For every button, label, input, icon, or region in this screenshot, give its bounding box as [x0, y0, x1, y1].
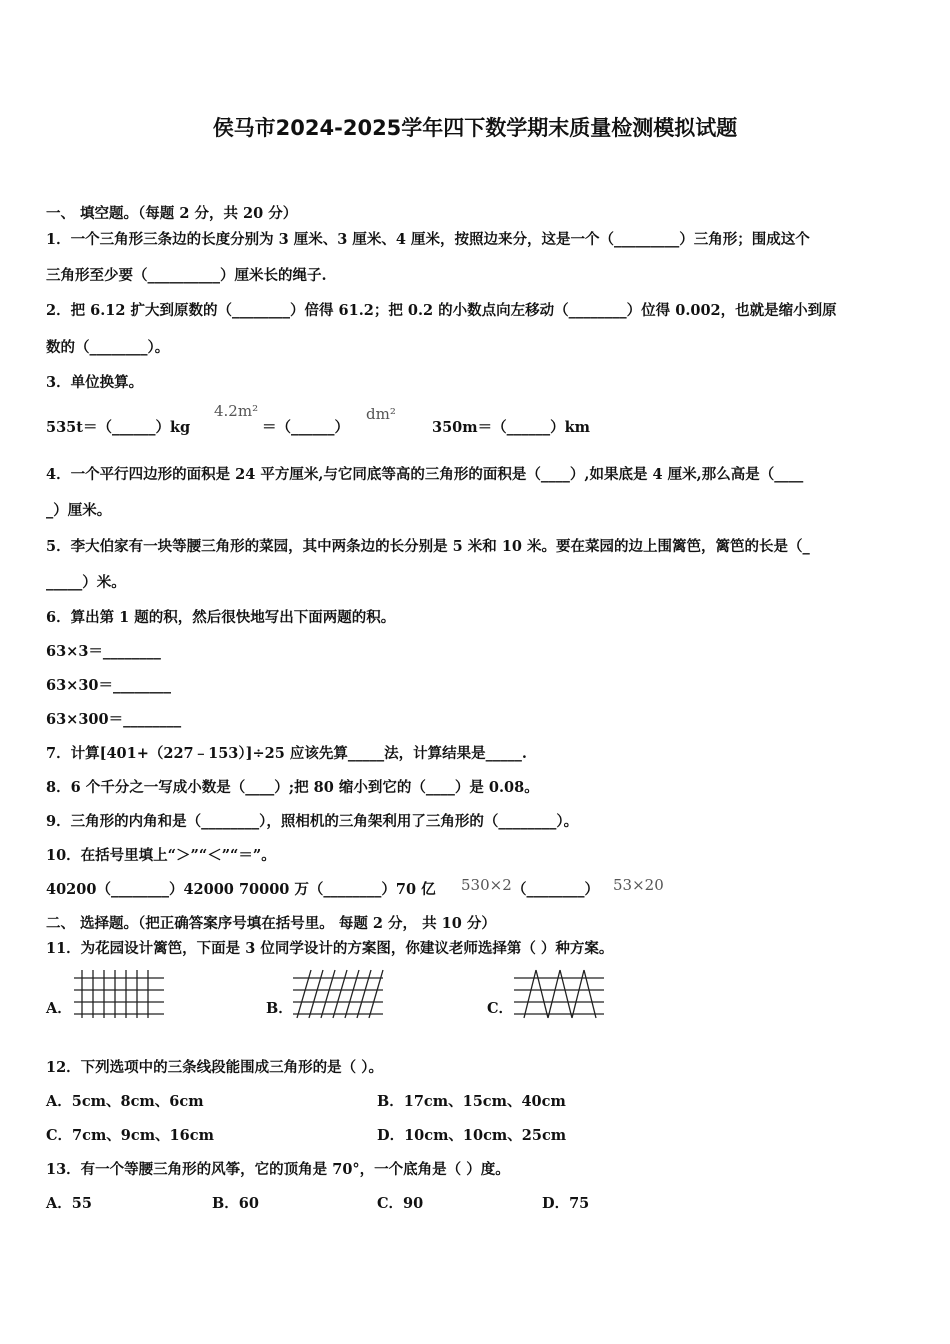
q11-option-c: C． — [487, 1000, 514, 1017]
q4-line1: 4．一个平行四边形的面积是 24 平方厘米,与它同底等高的三角形的面积是（____）,如果底是 4 厘米,那么高是（____ — [46, 466, 804, 483]
q3-part2: ＝（______） — [262, 419, 349, 436]
q3-line1: 3．单位换算。 — [46, 374, 144, 391]
q13-option-a: A．55 — [46, 1195, 92, 1212]
q10-line1: 10．在括号里填上“＞”“＜”“＝”。 — [46, 847, 276, 864]
q4-line2: _）厘米。 — [46, 502, 112, 519]
q2-line1: 2．把 6.12 扩大到原数的（________）倍得 61.2；把 0.2 的小数点向左移动（________）位得 0.002，也就是缩小到原 — [46, 302, 837, 319]
fence-a-image — [74, 968, 166, 1020]
q10-math-left: 530×2 — [461, 876, 512, 894]
q2-line2: 数的（________）。 — [46, 339, 170, 356]
q10-part2: （________） — [512, 881, 599, 898]
q13-option-c: C．90 — [377, 1195, 424, 1212]
q13-option-b: B．60 — [212, 1195, 259, 1212]
q11-line1: 11．为花园设计篱笆，下面是 3 位同学设计的方案图，你建议老师选择第（ ）种方案。 — [46, 940, 614, 957]
q12-option-d: D．10cm、10cm、25cm — [377, 1127, 567, 1144]
q1-line1: 1．一个三角形三条边的长度分别为 3 厘米、3 厘米、4 厘米，按照边来分，这是一个（_________）三角形；围成这个 — [46, 231, 810, 248]
q10-part1: 40200（________）42000 70000 万（________）70 亿 — [46, 881, 436, 898]
q5-line1: 5．李大伯家有一块等腰三角形的菜园，其中两条边的长分别是 5 米和 10 米。要在菜园的边上围篱笆，篱笆的长是（_ — [46, 538, 810, 555]
q12-line1: 12．下列选项中的三条线段能围成三角形的是（ ）。 — [46, 1059, 383, 1076]
page-title: 侯马市2024-2025学年四下数学期末质量检测模拟试题 — [212, 116, 738, 140]
q8-line1: 8．6 个千分之一写成小数是（____）;把 80 缩小到它的（____）是 0.08。 — [46, 779, 539, 796]
q1-line2: 三角形至少要（__________）厘米长的绳子. — [46, 267, 327, 284]
q12-option-c: C．7cm、9cm、16cm — [46, 1127, 214, 1144]
q12-option-b: B．17cm、15cm、40cm — [377, 1093, 566, 1110]
q11-option-b: B． — [266, 1000, 293, 1017]
q7-line1: 7．计算[401+（227﹣153）]÷25 应该先算_____法，计算结果是_____. — [46, 745, 527, 762]
q3-math-area: 4.2m² — [214, 402, 259, 420]
q13-option-d: D．75 — [542, 1195, 590, 1212]
q9-line1: 9．三角形的内角和是（________），照相机的三角架利用了三角形的（________）。 — [46, 813, 579, 830]
fence-b-image — [293, 968, 385, 1020]
q3-math-unit: dm² — [366, 405, 396, 423]
q10-math-right: 53×20 — [613, 876, 664, 894]
q3-part3: 350m＝（______）km — [432, 419, 590, 436]
fence-c-image — [514, 968, 606, 1020]
q12-option-a: A．5cm、8cm、6cm — [46, 1093, 204, 1110]
q6-c: 63×300＝________ — [46, 711, 182, 728]
q11-option-a: A． — [46, 1000, 72, 1017]
section1-heading: 一、 填空题。（每题 2 分，共 20 分） — [46, 205, 298, 222]
q6-a: 63×3＝________ — [46, 643, 161, 660]
q6-b: 63×30＝________ — [46, 677, 172, 694]
q5-line2: _____）米。 — [46, 574, 126, 591]
q6-line1: 6．算出第 1 题的积，然后很快地写出下面两题的积。 — [46, 609, 396, 626]
q13-line1: 13．有一个等腰三角形的风筝，它的顶角是 70°，一个底角是（ ）度。 — [46, 1161, 510, 1178]
q3-part1: 535t＝（______）kg — [46, 419, 191, 436]
section2-heading: 二、 选择题。（把正确答案序号填在括号里。 每题 2 分， 共 10 分） — [46, 915, 496, 932]
